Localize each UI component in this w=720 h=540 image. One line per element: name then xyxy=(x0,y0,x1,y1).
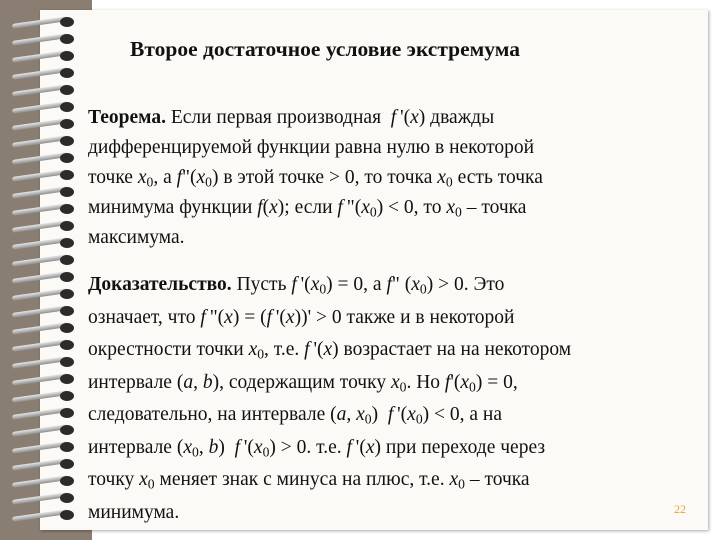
proof-line-8: минимума. xyxy=(88,501,180,523)
spiral-coil xyxy=(10,167,80,183)
proof-line-2: означает, что f "(x) = (f '(x))' > 0 также и в некоторой xyxy=(88,306,515,328)
spiral-coil xyxy=(10,218,80,234)
spiral-coil xyxy=(10,150,80,166)
page-number: 22 xyxy=(674,502,686,516)
proof-line-6: интервале ($x_0$, b) f '$(x_0) > 0$. т.е. f '(x) при переходе через xyxy=(88,436,546,459)
theorem-paragraph xyxy=(88,103,543,253)
spiral-coil xyxy=(10,252,80,268)
spiral-coil xyxy=(10,14,80,30)
spiral-coil xyxy=(10,99,80,115)
spiral-coil xyxy=(10,456,80,472)
theorem-line-2: дифференцируемой функции равна нулю в некоторой xyxy=(88,137,535,158)
spiral-coil xyxy=(10,82,80,98)
spiral-coil xyxy=(10,65,80,81)
proof-paragraph xyxy=(88,269,571,529)
spiral-coil xyxy=(10,439,80,455)
spiral-coil xyxy=(10,133,80,149)
spiral-coil xyxy=(10,286,80,302)
spiral-coil xyxy=(10,405,80,421)
spiral-coil xyxy=(10,473,80,489)
spiral-coil xyxy=(10,422,80,438)
spiral-coil xyxy=(10,31,80,47)
spiral-coil xyxy=(10,201,80,217)
spiral-coil xyxy=(10,354,80,370)
spiral-coil xyxy=(10,184,80,200)
proof-line-3: окрестности точки $x_0$, т.е. f '(x) возрастает на на некотором xyxy=(88,339,572,362)
slide-title: Второе достаточное условие экстремума xyxy=(130,37,521,61)
spiral-coil xyxy=(10,320,80,336)
spiral-coil xyxy=(10,235,80,251)
theorem-line-3: точке $x_0$, а $f"(x_0)$ в этой точке > 0, то точка $x_0$ есть точка xyxy=(88,167,543,190)
theorem-line-5: максимума. xyxy=(88,227,185,248)
spiral-coil xyxy=(10,116,80,132)
proof-line-5: следовательно, на интервале (a, $x_0$) f '$(x_0) < 0$, а на xyxy=(88,404,503,427)
spiral-coil xyxy=(10,388,80,404)
theorem-line-1: Теорема. Если первая производная f '(x) дважды xyxy=(88,107,495,128)
spiral-coil xyxy=(10,48,80,64)
spiral-coil xyxy=(10,337,80,353)
spiral-coil xyxy=(10,507,80,523)
proof-line-4: интервале (a, b), содержащим точку $x_0$. Но $f'(x_0) = 0$, xyxy=(88,371,518,394)
proof-label: Доказательство. xyxy=(88,274,232,295)
spiral-binding-icon xyxy=(10,14,80,534)
spiral-coil xyxy=(10,269,80,285)
proof-line-7: точку $x_0$ меняет знак с минуса на плюс, т.е. $x_0$ – точка xyxy=(88,469,530,492)
spiral-coil xyxy=(10,303,80,319)
proof-line-1: Доказательство. Пусть f '$(x_0) = 0$, а f" $(x_0) > 0$. Это xyxy=(88,274,505,297)
theorem-line-4: минимума функции f(x); если f "$(x_0) < 0$, то $x_0$ – точка xyxy=(88,197,527,220)
theorem-label: Теорема. xyxy=(88,107,166,128)
spiral-coil xyxy=(10,490,80,506)
spiral-coil xyxy=(10,371,80,387)
